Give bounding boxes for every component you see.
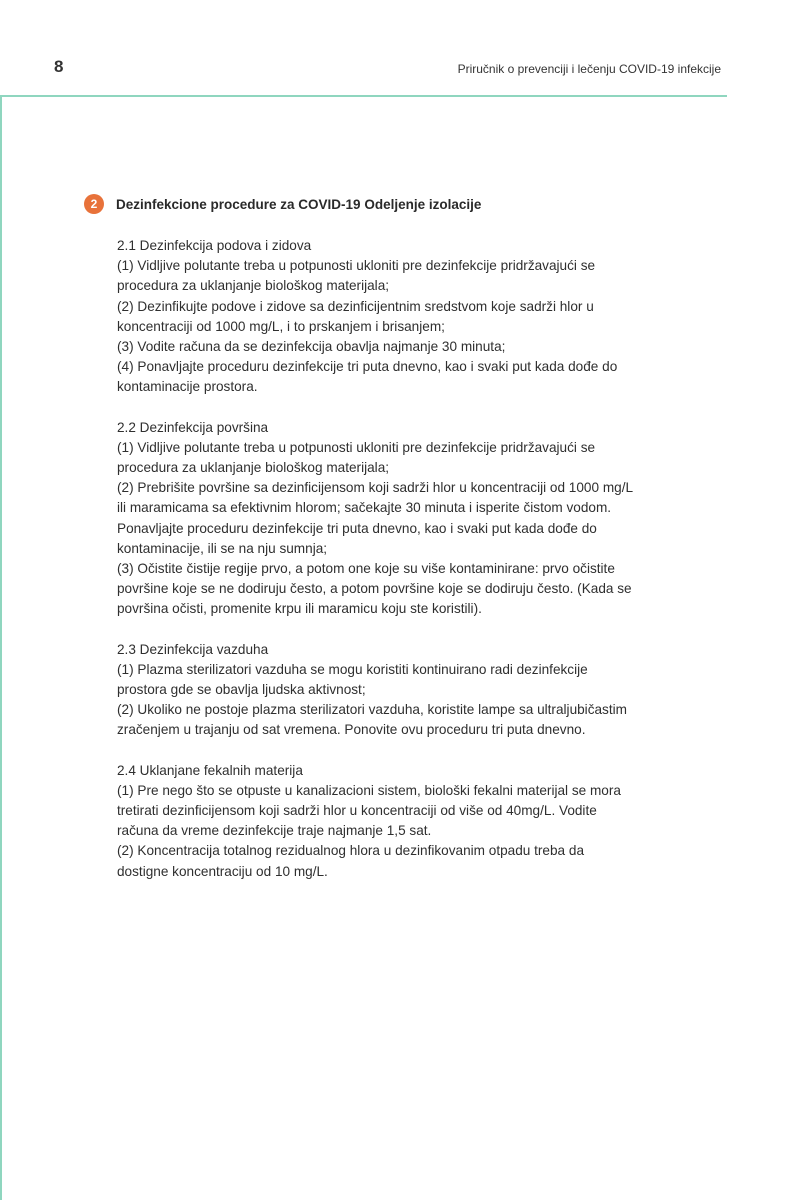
text-line: (1) Plazma sterilizatori vazduha se mogu koristiti kontinuirano radi dezinfekcije — [117, 661, 588, 677]
running-header-title: Priručnik o prevenciji i lečenju COVID-19 infekcije — [457, 62, 721, 76]
subsection-heading: 2.3 Dezinfekcija vazduha — [117, 641, 269, 657]
text-line: koncentraciji od 1000 mg/L, i to prskanjem i brisanjem; — [117, 318, 445, 334]
text-line: (1) Pre nego što se otpuste u kanalizacioni sistem, biološki fekalni materijal se mora — [117, 782, 621, 798]
text-line: (3) Očistite čistije regije prvo, a potom one koje su više kontaminirane: prvo očistite — [117, 561, 615, 577]
side-divider — [0, 95, 2, 1200]
subsection-air — [117, 640, 757, 741]
text-line: površine koje se ne dodiruju često, a potom površine koje se dodiruju često. (Kada se — [117, 581, 632, 597]
subsection-surfaces — [117, 418, 757, 620]
text-line: procedura za uklanjanje biološkog materijala; — [117, 460, 390, 476]
text-line: (3) Vodite računa da se dezinfekcija obavlja najmanje 30 minuta; — [117, 339, 506, 355]
section-heading — [84, 194, 481, 214]
text-line: površina očisti, promenite krpu ili maramicu koju ste koristili). — [117, 601, 482, 617]
text-line: procedura za uklanjanje biološkog materijala; — [117, 278, 390, 294]
subsection-heading: 2.1 Dezinfekcija podova i zidova — [117, 238, 312, 253]
page-number: 8 — [54, 57, 64, 76]
header-divider — [0, 95, 727, 97]
text-line: (2) Ukoliko ne postoje plazma sterilizatori vazduha, koristite lampe sa ultraljubičastim — [117, 702, 627, 718]
subsection-floors-walls — [117, 236, 757, 398]
text-line: kontaminacije prostora. — [117, 379, 258, 395]
text-line: dostigne koncentraciju od 10 mg/L. — [117, 863, 328, 879]
subsection-heading: 2.2 Dezinfekcija površina — [117, 419, 269, 435]
section-title: Dezinfekcione procedure za COVID-19 Odeljenje izolacije — [116, 196, 482, 212]
text-line: prostora gde se obavlja ljudska aktivnost; — [117, 682, 366, 698]
text-line: (1) Vidljive polutante treba u potpunosti ukloniti pre dezinfekcije pridržavajući se — [117, 439, 596, 455]
text-line: (4) Ponavljajte proceduru dezinfekcije tri puta dnevno, kao i svaki put kada dođe do — [117, 359, 618, 375]
text-line: (2) Koncentracija totalnog rezidualnog hlora u dezinfikovanim otpadu treba da — [117, 843, 585, 859]
subsection-heading: 2.4 Uklanjane fekalnih materija — [117, 762, 303, 778]
section-number-badge: 2 — [84, 194, 104, 214]
text-line: (2) Dezinfikujte podove i zidove sa dezinficijentnim sredstvom koje sadrži hlor u — [117, 298, 594, 314]
text-line: zračenjem u trajanju od sat vremena. Ponovite ovu proceduru tri puta dnevno. — [117, 722, 586, 738]
text-line: Ponavljajte proceduru dezinfekcije tri puta dnevno, kao i svaki put kada dođe do — [117, 520, 597, 536]
text-line: ili maramicama sa efektivnim hlorom; sačekajte 30 minuta i isperite čistom vodom. — [117, 500, 612, 516]
text-line: kontaminacije, ili se na nju sumnja; — [117, 540, 328, 556]
text-line: (2) Prebrišite površine sa dezinficijensom koji sadrži hlor u koncentraciji od 1000 mg/L — [117, 480, 634, 496]
document-body — [117, 236, 757, 902]
text-line: (1) Vidljive polutante treba u potpunosti ukloniti pre dezinfekcije pridržavajući se — [117, 258, 596, 274]
text-line: računa da vreme dezinfekcije traje najmanje 1,5 sat. — [117, 823, 432, 839]
text-line: tretirati dezinficijensom koji sadrži hlor u koncentraciji od više od 40mg/L. Vodite — [117, 803, 597, 819]
subsection-fecal-matter — [117, 761, 757, 882]
